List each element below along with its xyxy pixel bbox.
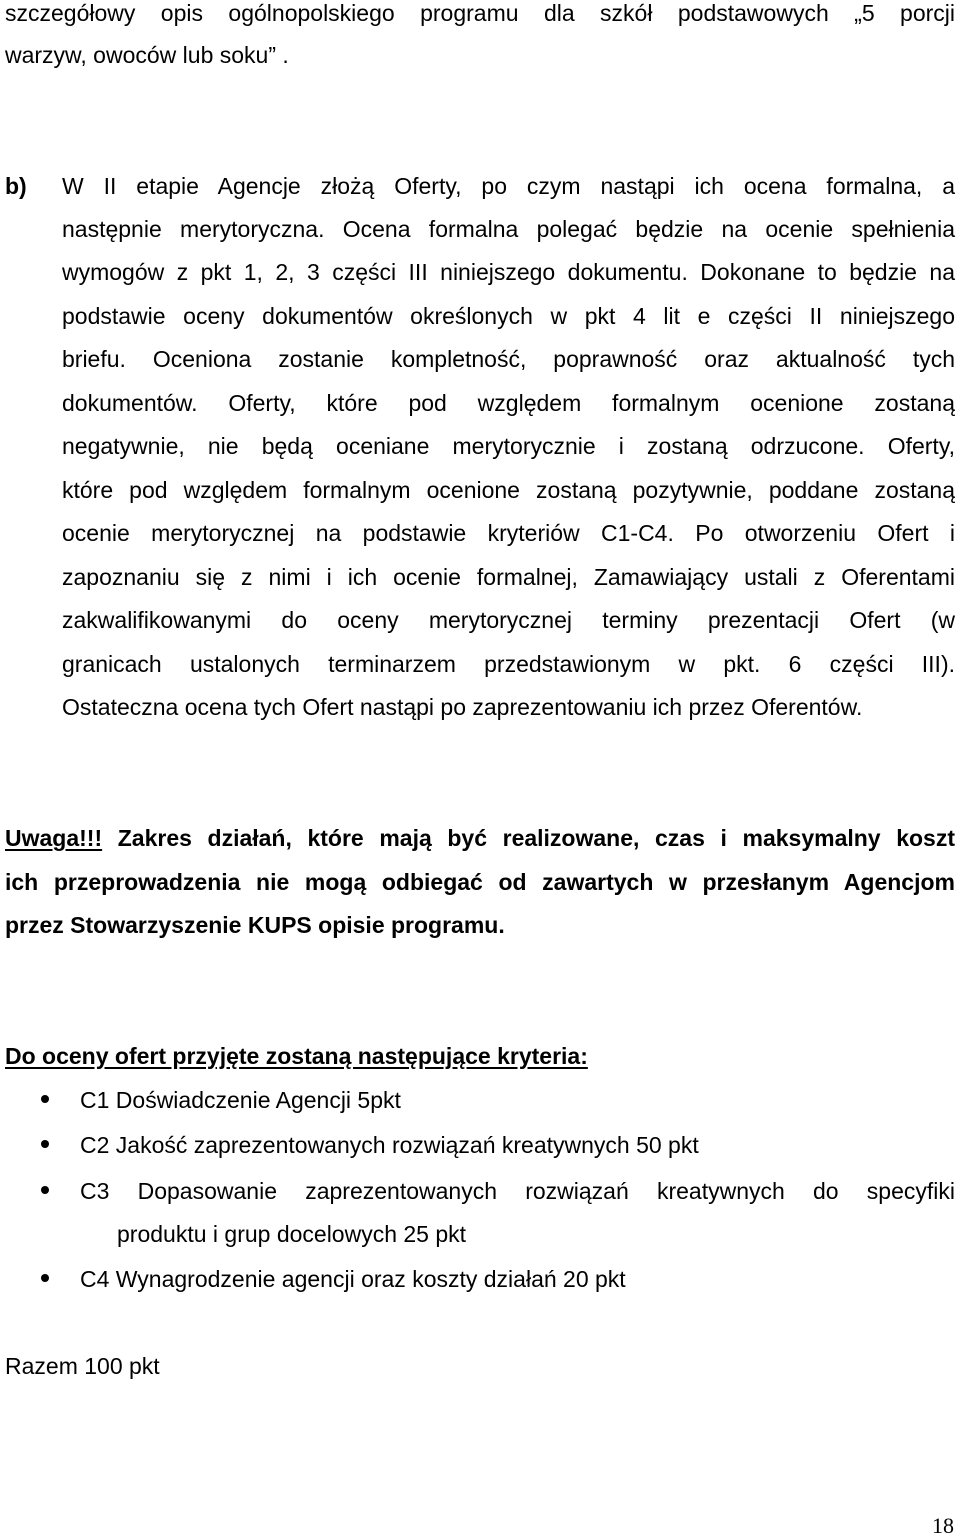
- criteria-item-c4: C4 Wynagrodzenie agencji oraz koszty działań 20 pkt: [80, 1266, 626, 1292]
- section-b-line-10: zapoznaniu się z nimi i ich ocenie formalnej, Zamawiający ustali z Oferentami: [62, 564, 955, 590]
- bullet-icon: [41, 1186, 49, 1194]
- section-b-line-9: ocenie merytorycznej na podstawie kryteriów C1-C4. Po otworzeniu Ofert i: [62, 520, 955, 546]
- intro-line-1: szczegółowy opis ogólnopolskiego programu dla szkół podstawowych „5 porcji: [5, 0, 955, 26]
- section-b-line-3: wymogów z pkt 1, 2, 3 części III niniejszego dokumentu. Dokonane to będzie na: [62, 259, 955, 285]
- section-b-line-13: Ostateczna ocena tych Ofert nastąpi po zaprezentowaniu ich przez Oferentów.: [62, 694, 863, 720]
- warning-line-2: ich przeprowadzenia nie mogą odbiegać od zawartych w przesłanym Agencjom: [5, 869, 955, 895]
- section-b-line-5: briefu. Oceniona zostanie kompletność, poprawność oraz aktualność tych: [62, 346, 955, 372]
- section-b-line-12: granicach ustalonych terminarzem przedstawionym w pkt. 6 części III).: [62, 651, 955, 677]
- warning-line-1: [5, 825, 955, 851]
- criteria-item-c3: C3 Dopasowanie zaprezentowanych rozwiązań kreatywnych do specyfiki: [80, 1178, 955, 1204]
- intro-line-2: warzyw, owoców lub soku” .: [5, 42, 289, 68]
- warning-label: Uwaga!!!: [5, 825, 103, 851]
- bullet-icon: [41, 1140, 49, 1148]
- section-b-line-7: negatywnie, nie będą oceniane merytorycznie i zostaną odrzucone. Oferty,: [62, 433, 955, 459]
- criteria-item-c1: C1 Doświadczenie Agencji 5pkt: [80, 1087, 401, 1113]
- page-number: 18: [932, 1513, 954, 1538]
- section-b-line-8: które pod względem formalnym ocenione zostaną pozytywnie, poddane zostaną: [62, 477, 955, 503]
- bullet-icon: [41, 1274, 49, 1282]
- warning-text-1: Zakres działań, które mają być realizowane, czas i maksymalny koszt: [102, 825, 955, 851]
- section-b-line-11: zakwalifikowanymi do oceny merytorycznej terminy prezentacji Ofert (w: [62, 607, 955, 633]
- criteria-item-c3-continuation: produktu i grup docelowych 25 pkt: [117, 1221, 467, 1247]
- section-b-line-4: podstawie oceny dokumentów określonych w pkt 4 lit e części II niniejszego: [62, 303, 955, 329]
- section-b-line-6: dokumentów. Oferty, które pod względem formalnym ocenione zostaną: [62, 390, 955, 416]
- warning-line-3: przez Stowarzyszenie KUPS opisie programu.: [5, 912, 505, 938]
- criteria-item-c2: C2 Jakość zaprezentowanych rozwiązań kreatywnych 50 pkt: [80, 1132, 699, 1158]
- section-b-line-2: następnie merytoryczna. Ocena formalna polegać będzie na ocenie spełnienia: [62, 216, 955, 242]
- bullet-icon: [41, 1095, 49, 1103]
- section-b-marker: b): [5, 173, 27, 199]
- criteria-heading: Do oceny ofert przyjęte zostaną następujące kryteria:: [5, 1043, 588, 1069]
- section-b-line-1: W II etapie Agencje złożą Oferty, po czym nastąpi ich ocena formalna, a: [62, 173, 955, 199]
- total-points: Razem 100 pkt: [5, 1353, 160, 1379]
